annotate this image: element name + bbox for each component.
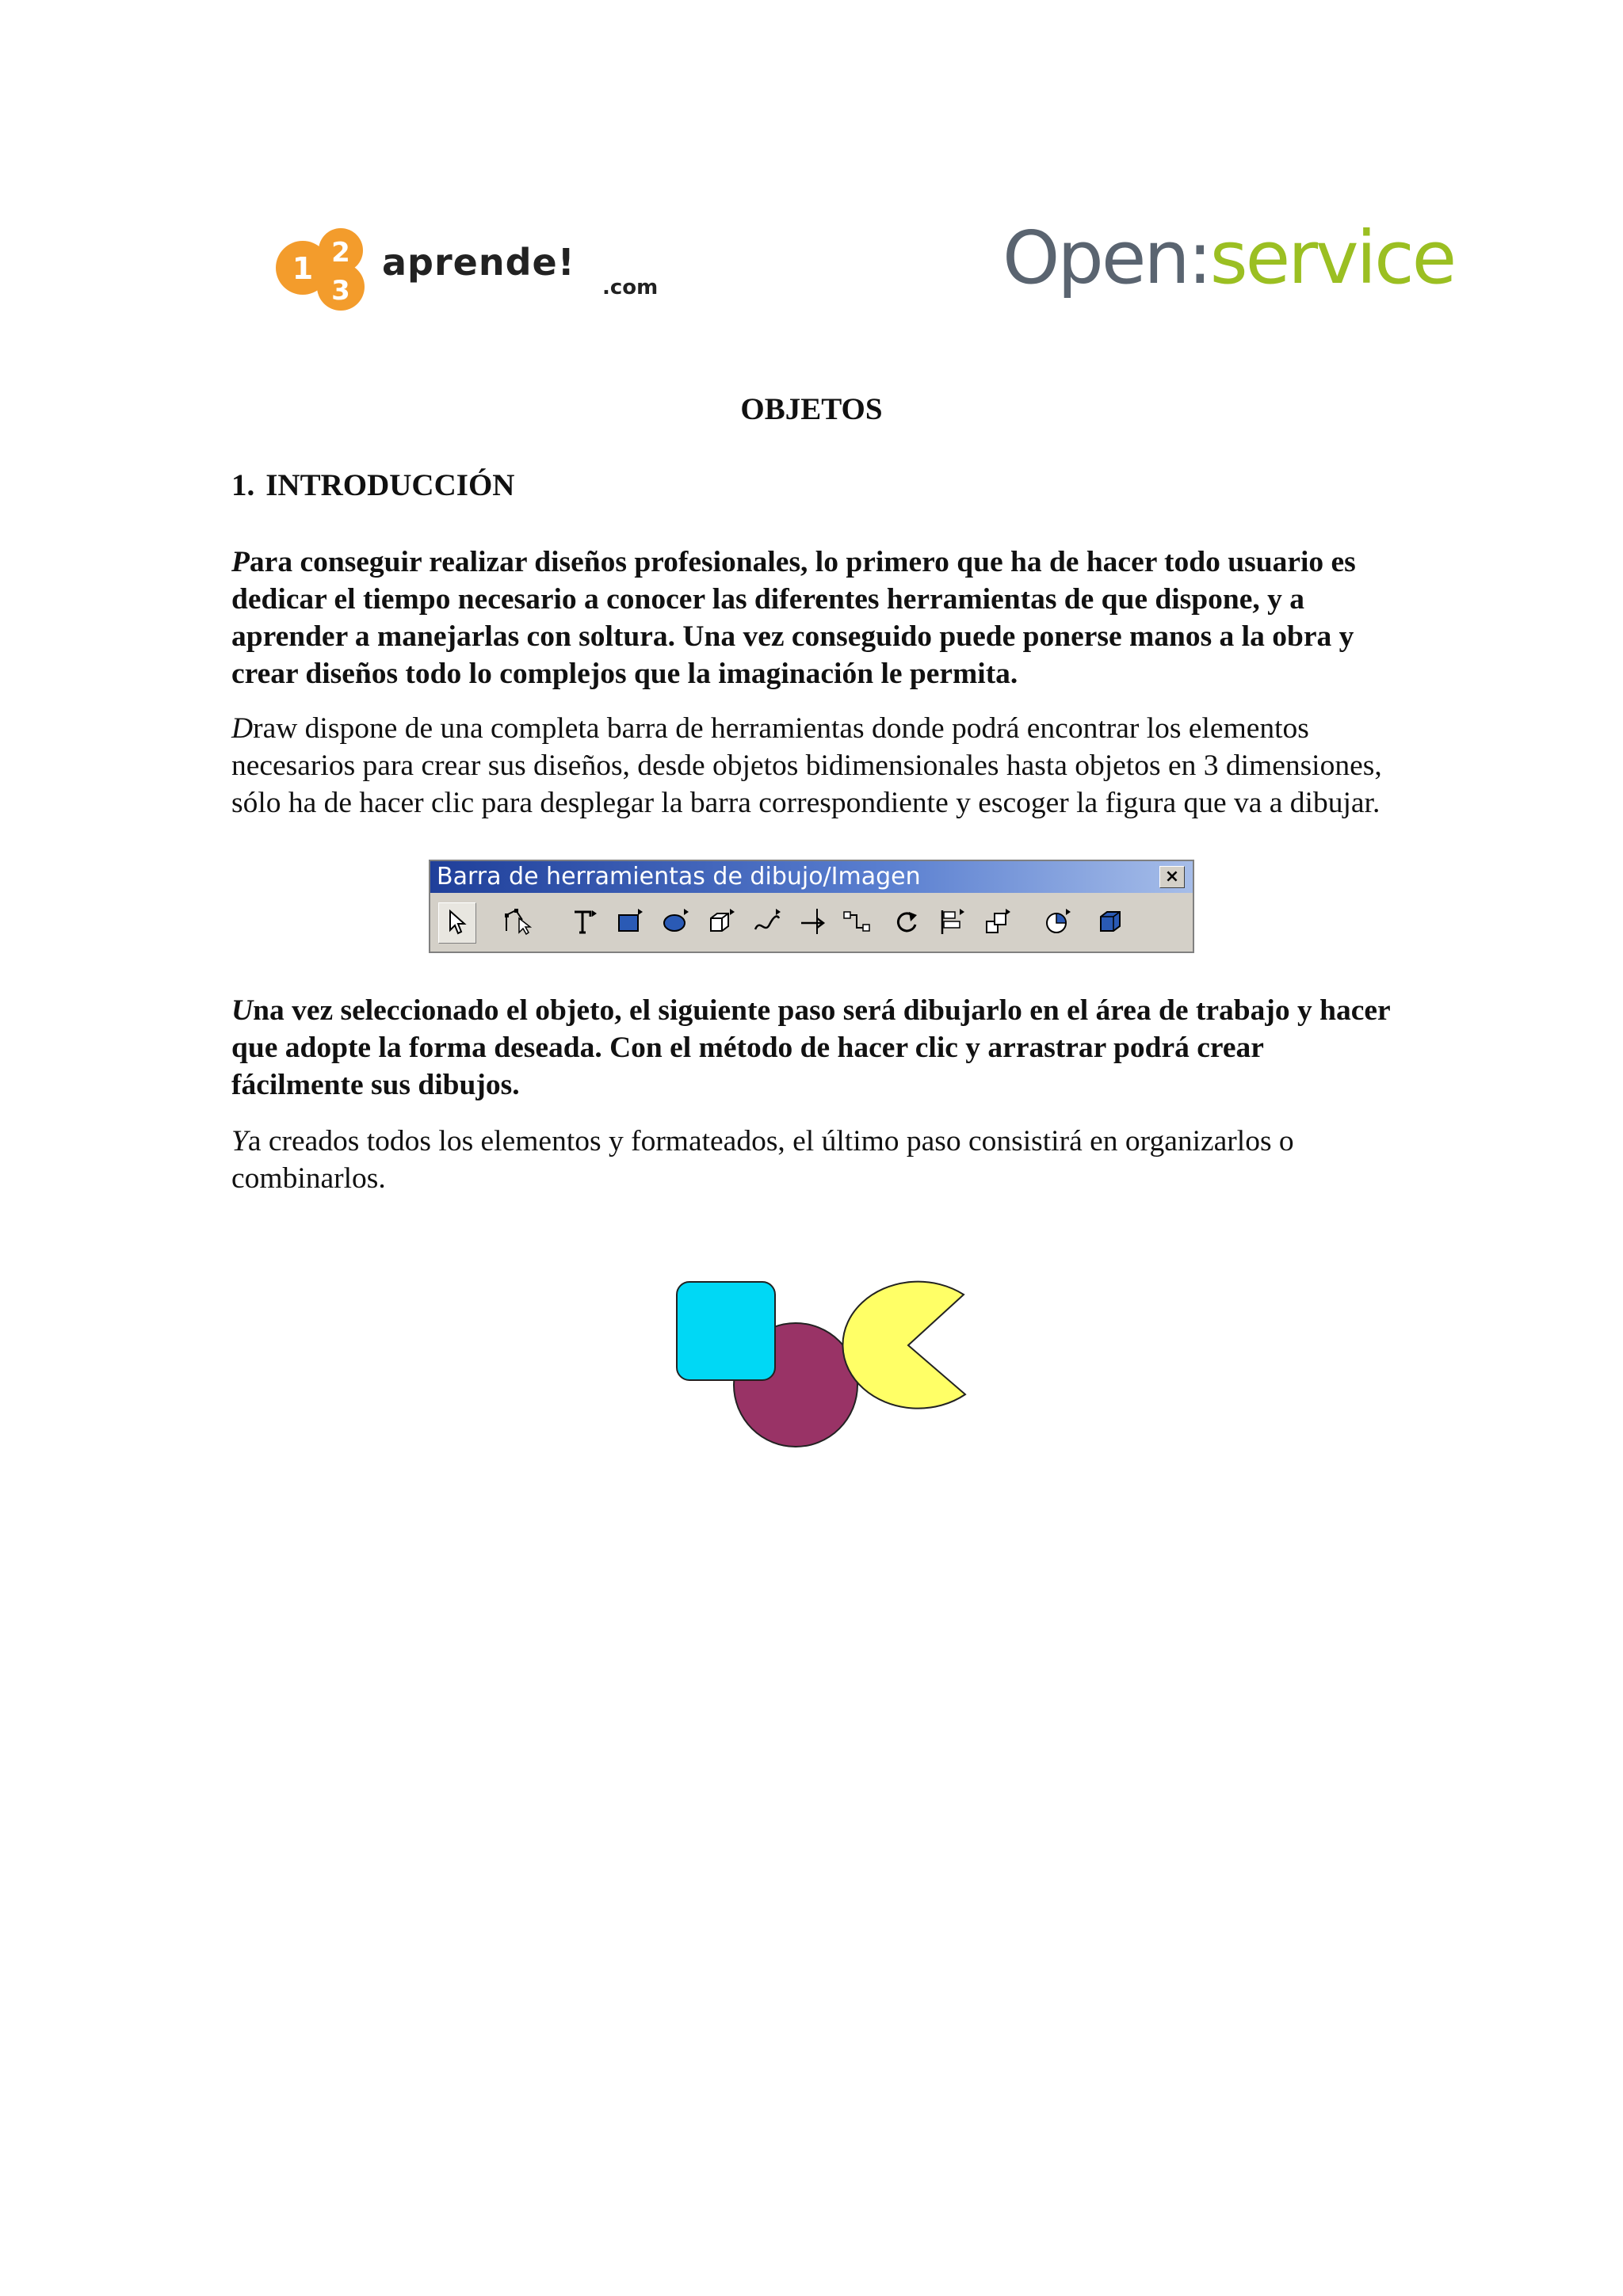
paragraph-initial: U (231, 994, 254, 1027)
combined-shapes-drawing (670, 1276, 980, 1458)
select-icon[interactable] (438, 902, 476, 944)
yellow-pacman-shape (842, 1282, 965, 1409)
connector-icon[interactable] (839, 902, 876, 942)
close-icon[interactable]: × (1159, 866, 1185, 888)
rectangle-icon[interactable] (613, 902, 649, 942)
paragraph-2 (231, 710, 1396, 822)
section-heading (231, 467, 514, 503)
3d-objects-icon[interactable] (705, 902, 741, 942)
line-arrow-icon[interactable] (796, 902, 833, 942)
aprende-com: .com (602, 276, 659, 299)
paragraph-3 (231, 992, 1396, 1104)
section-title: INTRODUCCIÓN (265, 468, 515, 502)
toolbar-title: Barra de herramientas de dibujo/Imagen (437, 863, 921, 891)
toolbar-titlebar (430, 861, 1193, 893)
points-icon[interactable] (500, 902, 537, 942)
document-title: OBJETOS (740, 392, 883, 426)
cyan-rounded-square (677, 1282, 775, 1380)
aprende-circles-icon (271, 227, 374, 314)
toolbar-tools (430, 896, 1193, 950)
ellipse-icon[interactable] (659, 902, 695, 942)
paragraph-initial: Y (231, 1125, 248, 1158)
aprende-word: aprende! (382, 241, 575, 284)
open-sep: : (1187, 215, 1210, 300)
rotate-icon[interactable] (890, 902, 926, 942)
arrange-icon[interactable] (980, 902, 1017, 942)
digit-3: 3 (331, 275, 350, 307)
curve-icon[interactable] (750, 902, 787, 942)
paragraph-text: a creados todos los elementos y formateados, el último paso consistirá en organizarlos o combinarlos. (231, 1125, 1294, 1195)
digit-1: 1 (292, 251, 314, 286)
text-icon[interactable] (567, 902, 603, 942)
paragraph-text: raw dispone de una completa barra de herramientas donde podrá encontrar los elementos necesarios para crear sus diseños, desde objetos bidimensionales hasta objetos en 3 dimensiones, sólo ha de hacer clic para desplegar la barra correspondiente y escoger la figura que va a dibujar. (231, 712, 1382, 819)
paragraph-text: na vez seleccionado el objeto, el siguiente paso será dibujarlo en el área de trabajo y hacer que adopte la forma deseada. Con el método de hacer clic y arrastrar podrá crear fácilmente sus dibujos. (231, 994, 1390, 1101)
paragraph-4 (231, 1123, 1396, 1197)
aprende-logo (271, 227, 683, 314)
paragraph-initial: P (231, 546, 250, 578)
paragraph-initial: D (231, 712, 254, 745)
digit-2: 2 (331, 237, 350, 269)
paragraph-1 (231, 543, 1396, 692)
drawing-toolbar (429, 860, 1194, 953)
paragraph-text: ara conseguir realizar diseños profesionales, lo primero que ha de hacer todo usuario es dedicar el tiempo necesario a conocer las diferentes herramientas de que dispone, y a aprender a manejarlas con soltura. Una vez conseguido puede ponerse manos a la obra y crear diseños todo lo complejos que la imaginación le permita. (231, 546, 1356, 690)
open-service-logo (1002, 215, 1454, 300)
open-text: Open (1002, 215, 1188, 300)
section-number: 1. (231, 468, 255, 502)
3d-cube-icon[interactable] (1093, 902, 1129, 942)
effects-icon[interactable] (1041, 902, 1077, 942)
align-icon[interactable] (934, 902, 971, 942)
service-text: service (1209, 215, 1455, 300)
